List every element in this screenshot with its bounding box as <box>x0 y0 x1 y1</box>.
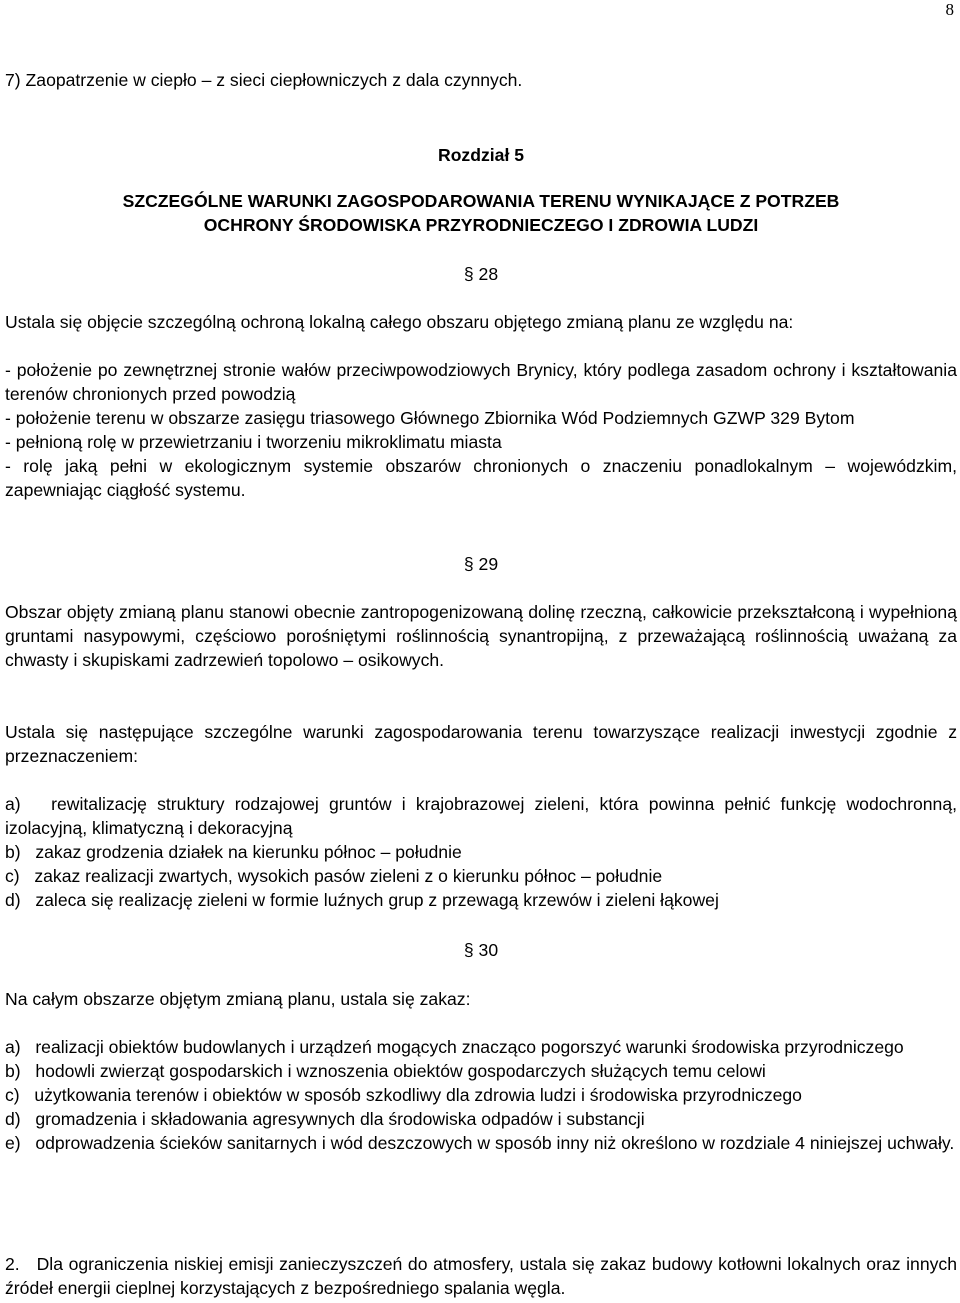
list-item <box>5 1131 957 1155</box>
section-28-sign: § 28 <box>463 264 499 284</box>
list-marker: e) <box>5 1133 21 1153</box>
list-item: - pełnioną rolę w przewietrzaniu i tworzeniu mikroklimatu miasta <box>5 432 502 452</box>
list-text: rewitalizację struktury rodzajowej gruntów i krajobrazowej zieleni, która powinna pełnić funkcję wodochronną, izolacyjną, klimatyczną i dekoracyjną <box>5 794 957 838</box>
section-30-item-list <box>5 1035 957 1155</box>
list-marker: d) <box>5 890 21 910</box>
list-item <box>5 1035 957 1059</box>
section-29-paragraph-2: Ustala się następujące szczególne warunki zagospodarowania terenu towarzyszące realizacji inwestycji zgodnie z przeznaczeniem: <box>5 722 957 766</box>
section-28-lead: Ustala się objęcie szczególną ochroną lokalną całego obszaru objętego zmianą planu ze względu na: <box>5 312 794 332</box>
list-text: realizacji obiektów budowlanych i urządzeń mogących znacząco pogorszyć warunki środowiska przyrodniczego <box>35 1037 904 1057</box>
list-item <box>5 1107 957 1131</box>
list-marker: b) <box>5 842 21 862</box>
section-30-point-2 <box>5 1252 957 1300</box>
page-number: 8 <box>945 0 954 19</box>
list-item <box>5 1059 957 1083</box>
intro-item: 7) Zaopatrzenie w ciepło – z sieci ciepłowniczych z dala czynnych. <box>5 70 523 90</box>
section-30-lead: Na całym obszarze objętym zmianą planu, ustala się zakaz: <box>5 989 471 1009</box>
section-29-paragraph-1: Obszar objęty zmianą planu stanowi obecnie zantropogenizowaną dolinę rzeczną, całkowicie przekształconą i wypełnioną gruntami nasypowymi, częściowo porośniętymi roślinnością synantropijną, z przeważającą roślinnością uważaną za chwasty i skupiskami zadrzewień topolowo – osikowych. <box>5 602 957 670</box>
point-marker: 2. <box>5 1254 20 1274</box>
list-item <box>5 888 957 912</box>
list-text: zakaz grodzenia działek na kierunku północ – południe <box>35 842 462 862</box>
list-marker: a) <box>5 1037 21 1057</box>
list-item <box>5 792 957 840</box>
list-item <box>5 864 957 888</box>
list-text: odprowadzenia ścieków sanitarnych i wód deszczowych w sposób inny niż określono w rozdziale 4 niniejszej uchwały. <box>35 1133 955 1153</box>
list-text: gromadzenia i składowania agresywnych dla środowiska odpadów i substancji <box>35 1109 645 1129</box>
section-30-sign: § 30 <box>463 940 499 960</box>
list-marker: c) <box>5 866 20 886</box>
point-text: Dla ograniczenia niskiej emisji zanieczyszczeń do atmosfery, ustala się zakaz budowy kotłowni lokalnych oraz innych źródeł energii cieplnej korzystających z bezpośredniego spalania węgla. <box>5 1254 957 1298</box>
list-marker: c) <box>5 1085 20 1105</box>
section-29-item-list <box>5 792 957 912</box>
chapter-title: Rozdział 5 <box>437 145 525 165</box>
list-marker: b) <box>5 1061 21 1081</box>
list-text: hodowli zwierząt gospodarskich i wznoszenia obiektów gospodarczych służących temu celowi <box>35 1061 766 1081</box>
list-marker: a) <box>5 794 21 814</box>
list-item <box>5 1083 957 1107</box>
list-text: zaleca się realizację zieleni w formie luźnych grup z przewagą krzewów i zieleni łąkowej <box>35 890 719 910</box>
chapter-heading-line-2: OCHRONY ŚRODOWISKA PRZYRODNIECZEGO I ZDROWIA LUDZI <box>203 215 759 235</box>
list-item: - rolę jaką pełni w ekologicznym systemie obszarów chronionych o znaczeniu ponadlokalnym – wojewódzkim, zapewniając ciągłość systemu. <box>5 456 957 500</box>
section-29-sign: § 29 <box>463 554 499 574</box>
list-text: użytkowania terenów i obiektów w sposób szkodliwy dla zdrowia ludzi i środowiska przyrodniczego <box>34 1085 802 1105</box>
list-marker: d) <box>5 1109 21 1129</box>
chapter-heading-line-1: SZCZEGÓLNE WARUNKI ZAGOSPODAROWANIA TERENU WYNIKAJĄCE Z POTRZEB <box>122 191 840 211</box>
list-item: - położenie po zewnętrznej stronie wałów przeciwpowodziowych Brynicy, który podlega zasadom ochrony i kształtowania terenów chronionych przed powodzią <box>5 360 957 404</box>
list-item <box>5 840 957 864</box>
list-text: zakaz realizacji zwartych, wysokich pasów zieleni z o kierunku północ – południe <box>34 866 663 886</box>
list-item: - położenie terenu w obszarze zasięgu triasowego Głównego Zbiornika Wód Podziemnych GZWP 329 Bytom <box>5 408 855 428</box>
section-28-bullet-list <box>5 358 957 502</box>
